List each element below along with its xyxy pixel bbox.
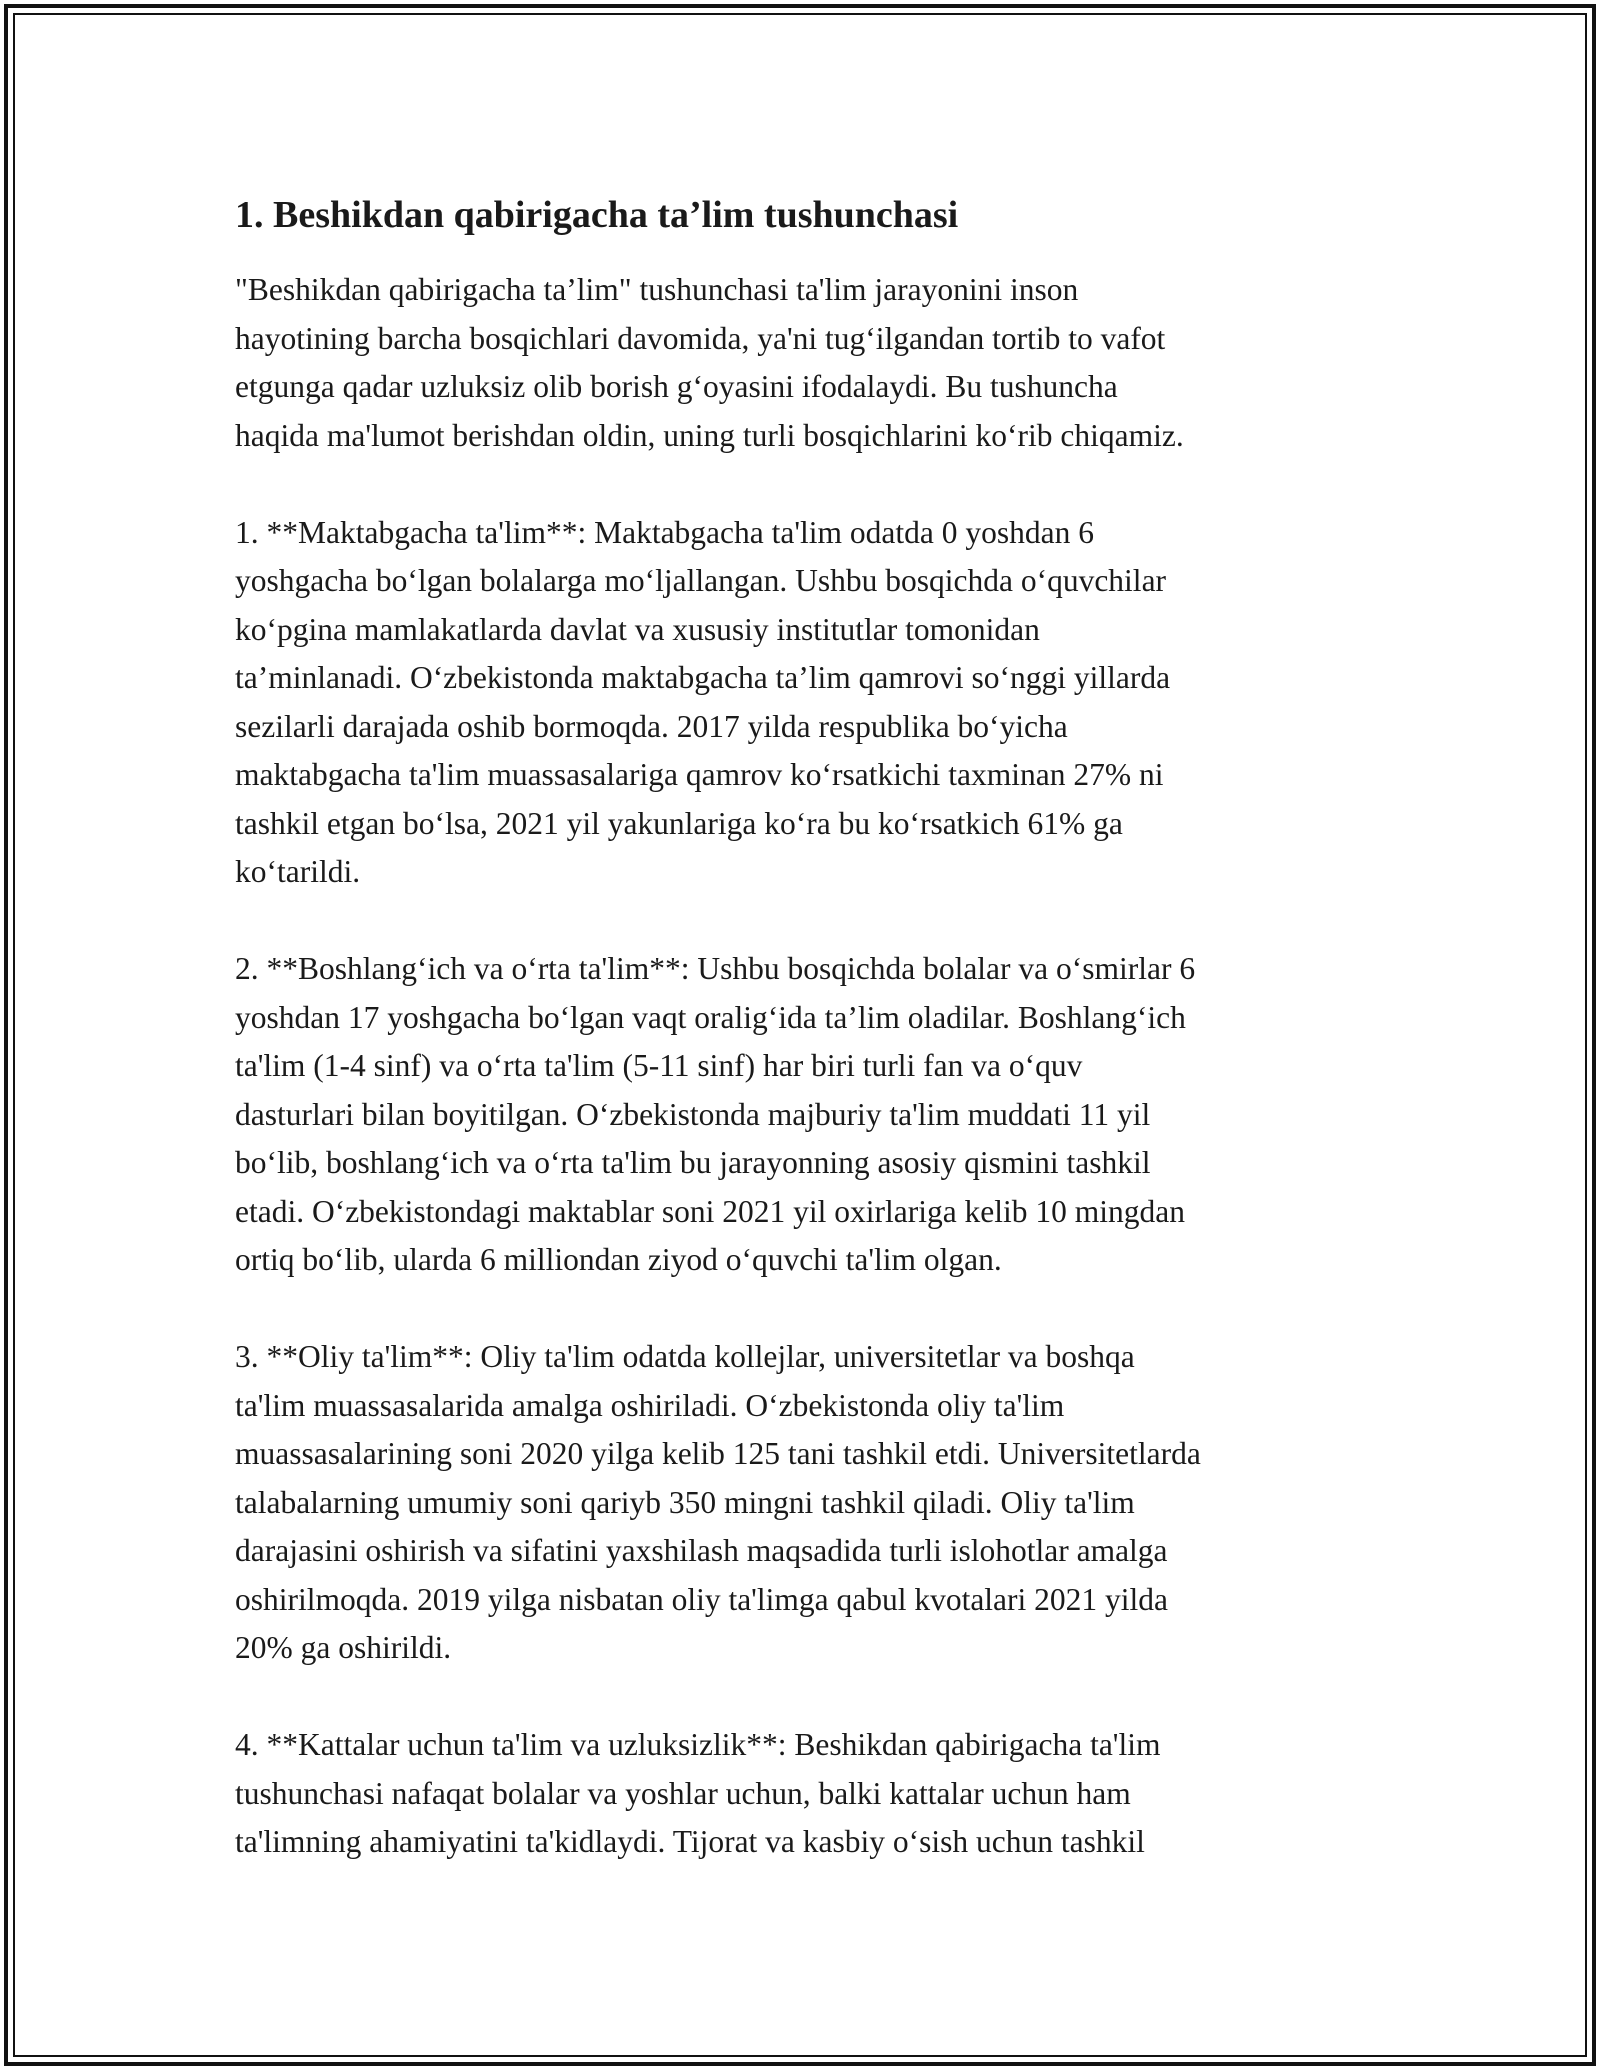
document-body <box>235 190 1365 1915</box>
intro-paragraph: "Beshikdan qabirigacha ta’lim" tushunchasi ta'lim jarayonini inson hayotining barcha bosqichlari davomida, ya'ni tug‘ilgandan tortib to vafot etgunga qadar uzluksiz olib borish g‘oyasini ifodalaydi. Bu tushuncha haqida ma'lumot berishdan oldin, uning turli bosqichlarini ko‘rib chiqamiz. <box>235 272 1184 453</box>
paragraph-higher-education: 3. **Oliy ta'lim**: Oliy ta'lim odatda kollejlar, universitetlar va boshqa ta'lim muassasalarida amalga oshiriladi. O‘zbekistonda oliy ta'lim muassasalarining soni 2020 yilga kelib 125 tani tashkil etdi. Universitetlarda talabalarning umumiy soni qariyb 350 mingni tashkil qiladi. Oliy ta'lim darajasini oshirish va sifatini yaxshilash maqsadida turli islohotlar amalga oshirilmoqda. 2019 yilga nisbatan oliy ta'limga qabul kvotalari 2021 yilda 20% ga oshirildi. <box>235 1339 1201 1665</box>
paragraph-preschool: 1. **Maktabgacha ta'lim**: Maktabgacha ta'lim odatda 0 yoshdan 6 yoshgacha bo‘lgan bolalarga mo‘ljallangan. Ushbu bosqichda o‘quvchilar ko‘pgina mamlakatlarda davlat va xususiy institutlar tomonidan ta’minlanadi. O‘zbekistonda maktabgacha ta’lim qamrovi so‘nggi yillarda sezilarli darajada oshib bormoqda. 2017 yilda respublika bo‘yicha maktabgacha ta'lim muassasalariga qamrov ko‘rsatkichi taxminan 27% ni tashkil etgan bo‘lsa, 2021 yil yakunlariga ko‘ra bu ko‘rsatkich 61% ga ko‘tarildi. <box>235 514 1171 889</box>
document-title: 1. Beshikdan qabirigacha ta’lim tushunchasi <box>235 194 959 236</box>
paragraph-adult-education: 4. **Kattalar uchun ta'lim va uzluksizlik**: Beshikdan qabirigacha ta'lim tushunchasi nafaqat bolalar va yoshlar uchun, balki kattalar uchun ham ta'limning ahamiyatini ta'kidlaydi. Tijorat va kasbiy o‘sish uchun tashkil <box>235 1727 1161 1859</box>
paragraph-primary-secondary: 2. **Boshlang‘ich va o‘rta ta'lim**: Ushbu bosqichda bolalar va o‘smirlar 6 yoshdan 17 yoshgacha bo‘lgan vaqt oralig‘ida ta’lim oladilar. Boshlang‘ich ta'lim (1-4 sinf) va o‘rta ta'lim (5-11 sinf) har biri turli fan va o‘quv dasturlari bilan boyitilgan. O‘zbekistonda majburiy ta'lim muddati 11 yil bo‘lib, boshlang‘ich va o‘rta ta'lim bu jarayonning asosiy qismini tashkil etadi. O‘zbekistondagi maktablar soni 2021 yil oxirlariga kelib 10 mingdan ortiq bo‘lib, ularda 6 milliondan ziyod o‘quvchi ta'lim olgan. <box>235 951 1196 1277</box>
